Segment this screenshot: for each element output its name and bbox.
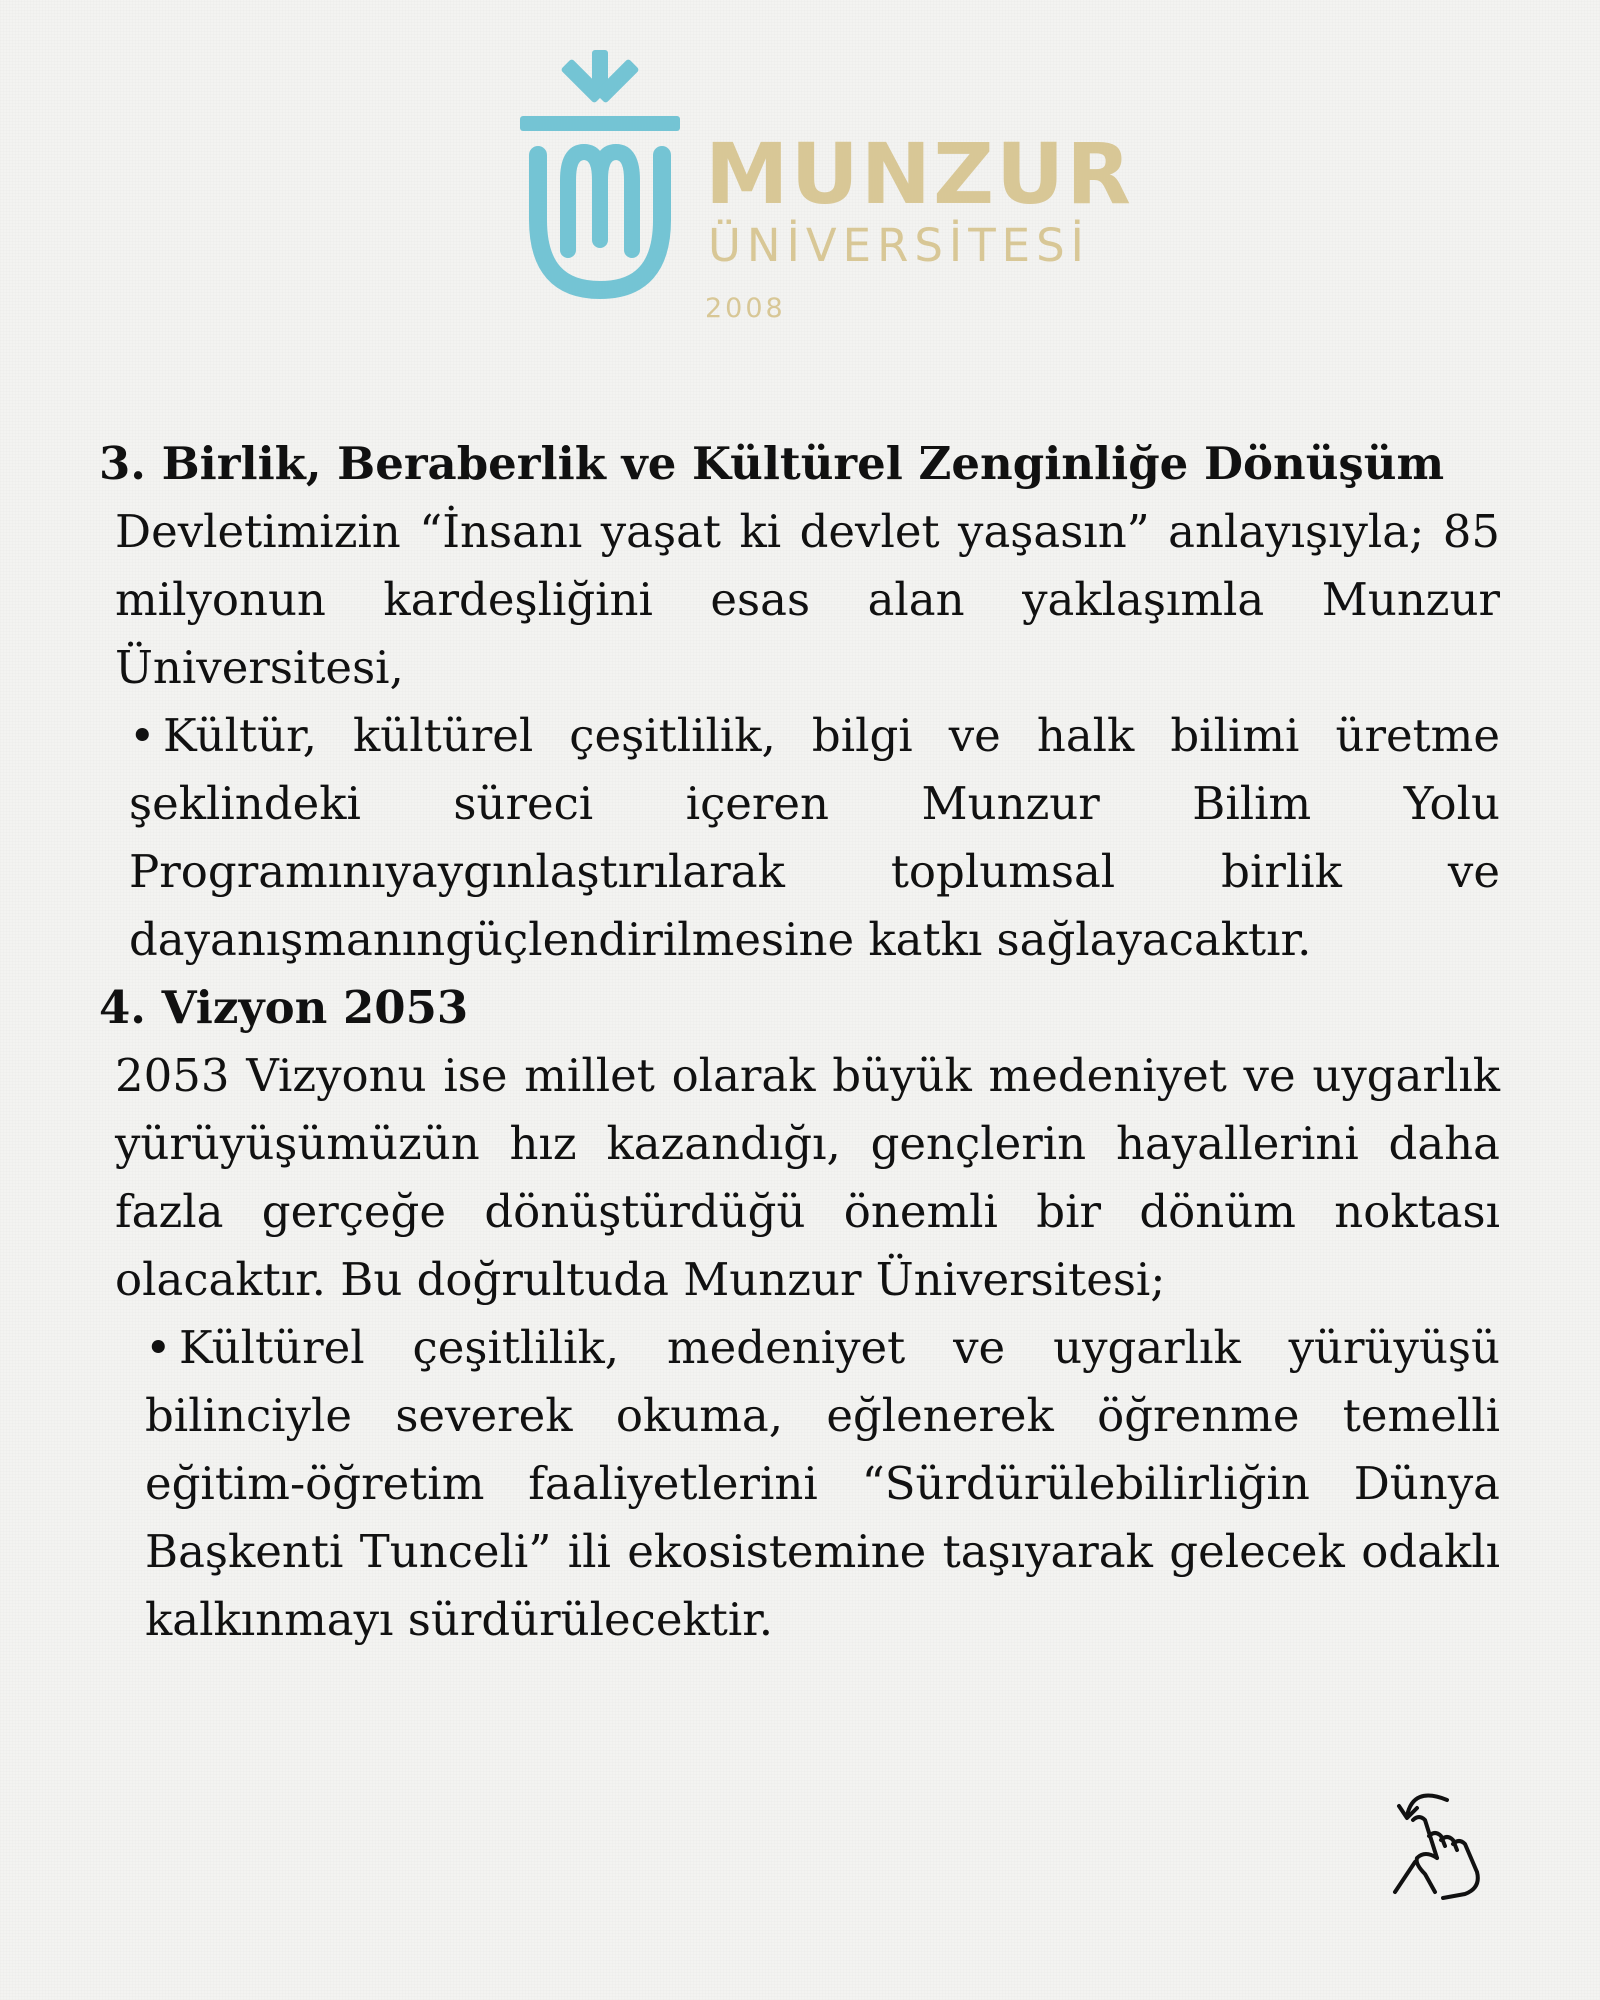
bullet-item [99,702,1500,974]
section-vision-2053 [99,974,1500,1654]
bullet-item [99,1314,1500,1654]
munzur-logo-mark-icon [520,50,680,300]
logo-name: MUNZUR [705,125,1133,223]
university-logo [520,50,1133,340]
logo-subtitle: ÜNİVERSİTESİ [708,219,1090,272]
section-unity [99,430,1500,974]
section-intro: Devletimizin “İnsanı yaşat ki devlet yaşasın” anlayışıyla; 85 milyonun kardeşliğini esas alan yaklaşımla Munzur Üniversitesi, [115,505,1500,694]
bullet-text: Kültür, kültürel çeşitlilik, bilgi ve halk bilimi üretme şeklindeki süreci içeren Munzur Bilim Yolu Programınıyaygınlaştırılarak toplumsal birlik ve dayanışmanıngüçlendirilmesine katkı sağlayacaktır. [129,709,1500,966]
section-intro: 2053 Vizyonu ise millet olarak büyük medeniyet ve uygarlık yürüyüşümüzün hız kazandığı, gençlerin hayallerini daha fazla gerçeğe dönüştürdüğü önemli bir dönüm noktası olacaktır. Bu doğrultuda Munzur Üniversitesi; [115,1049,1500,1306]
section-heading: 4. Vizyon 2053 [99,981,469,1034]
bullet-symbol: • [145,1321,172,1374]
document-body [99,430,1500,1654]
bullet-symbol: • [129,709,156,762]
swipe-hand-icon[interactable] [1385,1780,1495,1900]
logo-year: 2008 [705,293,786,324]
section-heading: 3. Birlik, Beraberlik ve Kültürel Zenginliğe Dönüşüm [99,437,1445,490]
bullet-text: Kültürel çeşitlilik, medeniyet ve uygarlık yürüyüşü bilinciyle severek okuma, eğlenerek öğrenme temelli eğitim-öğretim faaliyetlerini “Sürdürülebilirliğin Dünya Başkenti Tunceli” ili ekosistemine taşıyarak gelecek odaklı kalkınmayı sürdürülecektir. [145,1321,1500,1646]
